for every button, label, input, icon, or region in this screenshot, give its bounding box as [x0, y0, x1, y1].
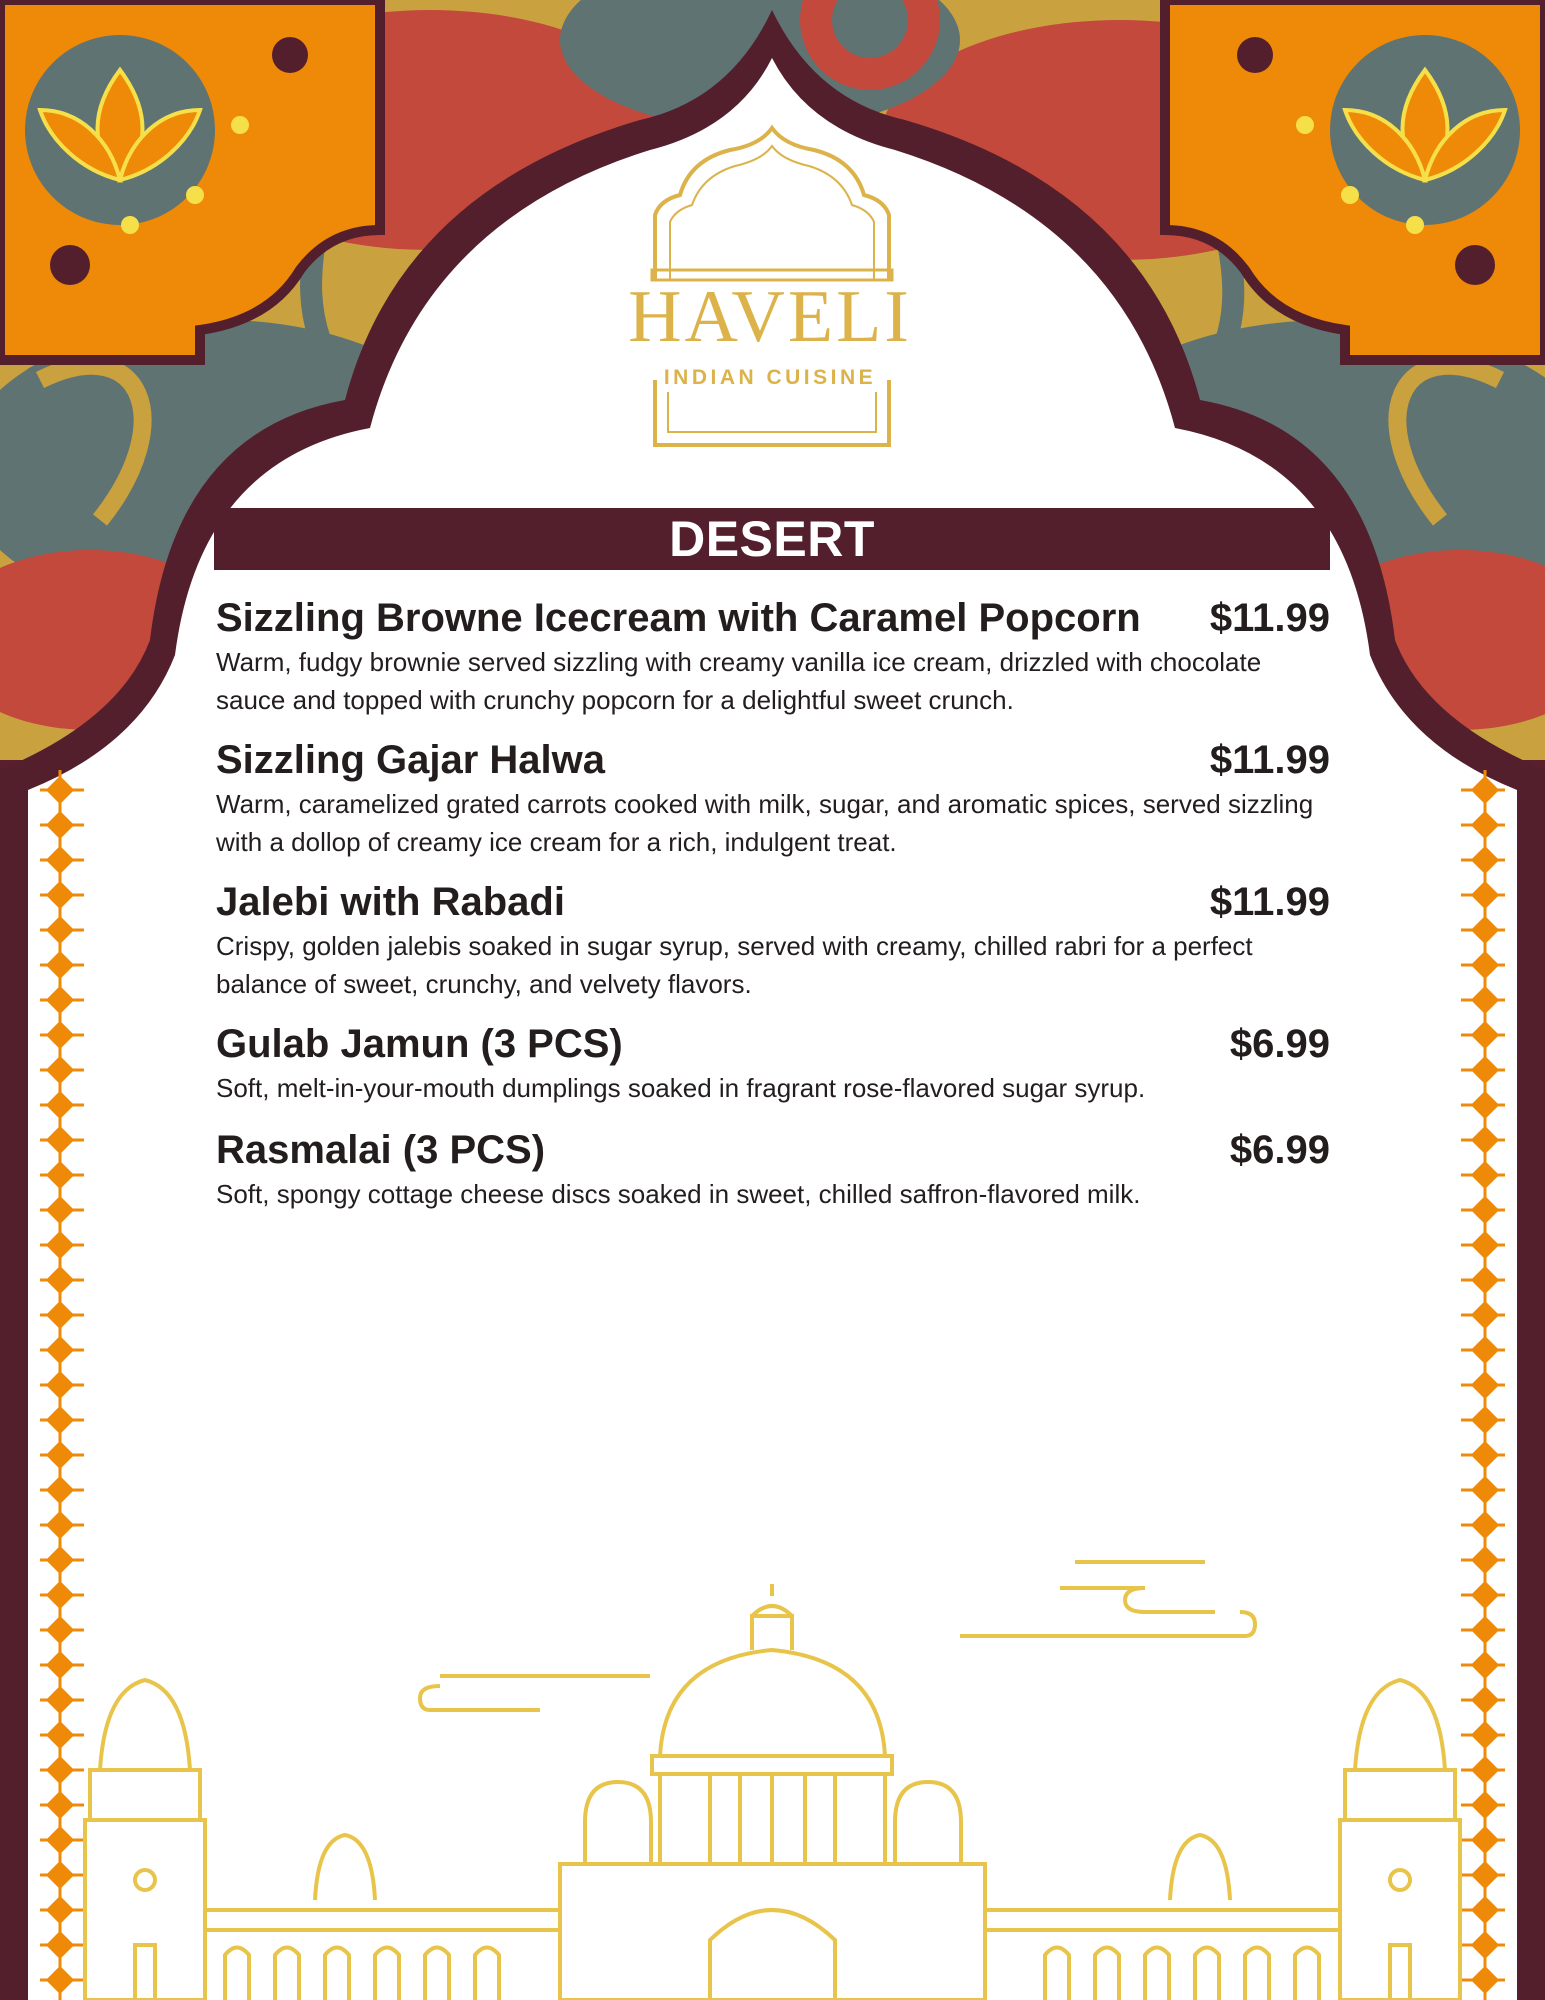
menu-item-name: Jalebi with Rabadi	[216, 880, 565, 924]
menu-item	[216, 880, 1330, 1003]
menu-item-description: Warm, fudgy brownie served sizzling with creamy vanilla ice cream, drizzled with chocolate sauce and topped with crunchy popcorn for a delightful sweet crunch.	[216, 647, 1262, 715]
menu-item-description: Crispy, golden jalebis soaked in sugar syrup, served with creamy, chilled rabri for a perfect balance of sweet, crunchy, and velvety flavors.	[216, 931, 1253, 999]
menu-item-name: Rasmalai (3 PCS)	[216, 1128, 546, 1172]
menu-item	[216, 596, 1330, 719]
menu-item-description: Warm, caramelized grated carrots cooked with milk, sugar, and aromatic spices, served sizzling with a dollop of creamy ice cream for a rich, indulgent treat.	[216, 789, 1314, 857]
section-title-bar	[214, 508, 1330, 570]
brand-subtitle: INDIAN CUISINE	[663, 366, 877, 389]
brand-name: HAVELI	[628, 276, 912, 358]
menu-item-price: $11.99	[1209, 880, 1330, 924]
menu-item-name: Sizzling Browne Icecream with Caramel Popcorn	[216, 596, 1141, 640]
menu-item	[216, 738, 1330, 861]
menu-item	[216, 1128, 1330, 1213]
menu-item-name: Gulab Jamun (3 PCS)	[216, 1022, 623, 1066]
menu-item-price: $6.99	[1229, 1128, 1330, 1172]
menu-item-description: Soft, melt-in-your-mouth dumplings soaked in fragrant rose-flavored sugar syrup.	[216, 1073, 1146, 1103]
brand-logo	[600, 276, 940, 390]
menu-item-price: $6.99	[1229, 1022, 1330, 1066]
menu-item	[216, 1022, 1330, 1107]
menu-item-price: $11.99	[1209, 596, 1330, 640]
menu-item-description: Soft, spongy cottage cheese discs soaked in sweet, chilled saffron-flavored milk.	[216, 1179, 1141, 1209]
menu-item-price: $11.99	[1209, 738, 1330, 782]
menu-item-name: Sizzling Gajar Halwa	[216, 738, 606, 782]
section-title: DESERT	[669, 511, 875, 567]
